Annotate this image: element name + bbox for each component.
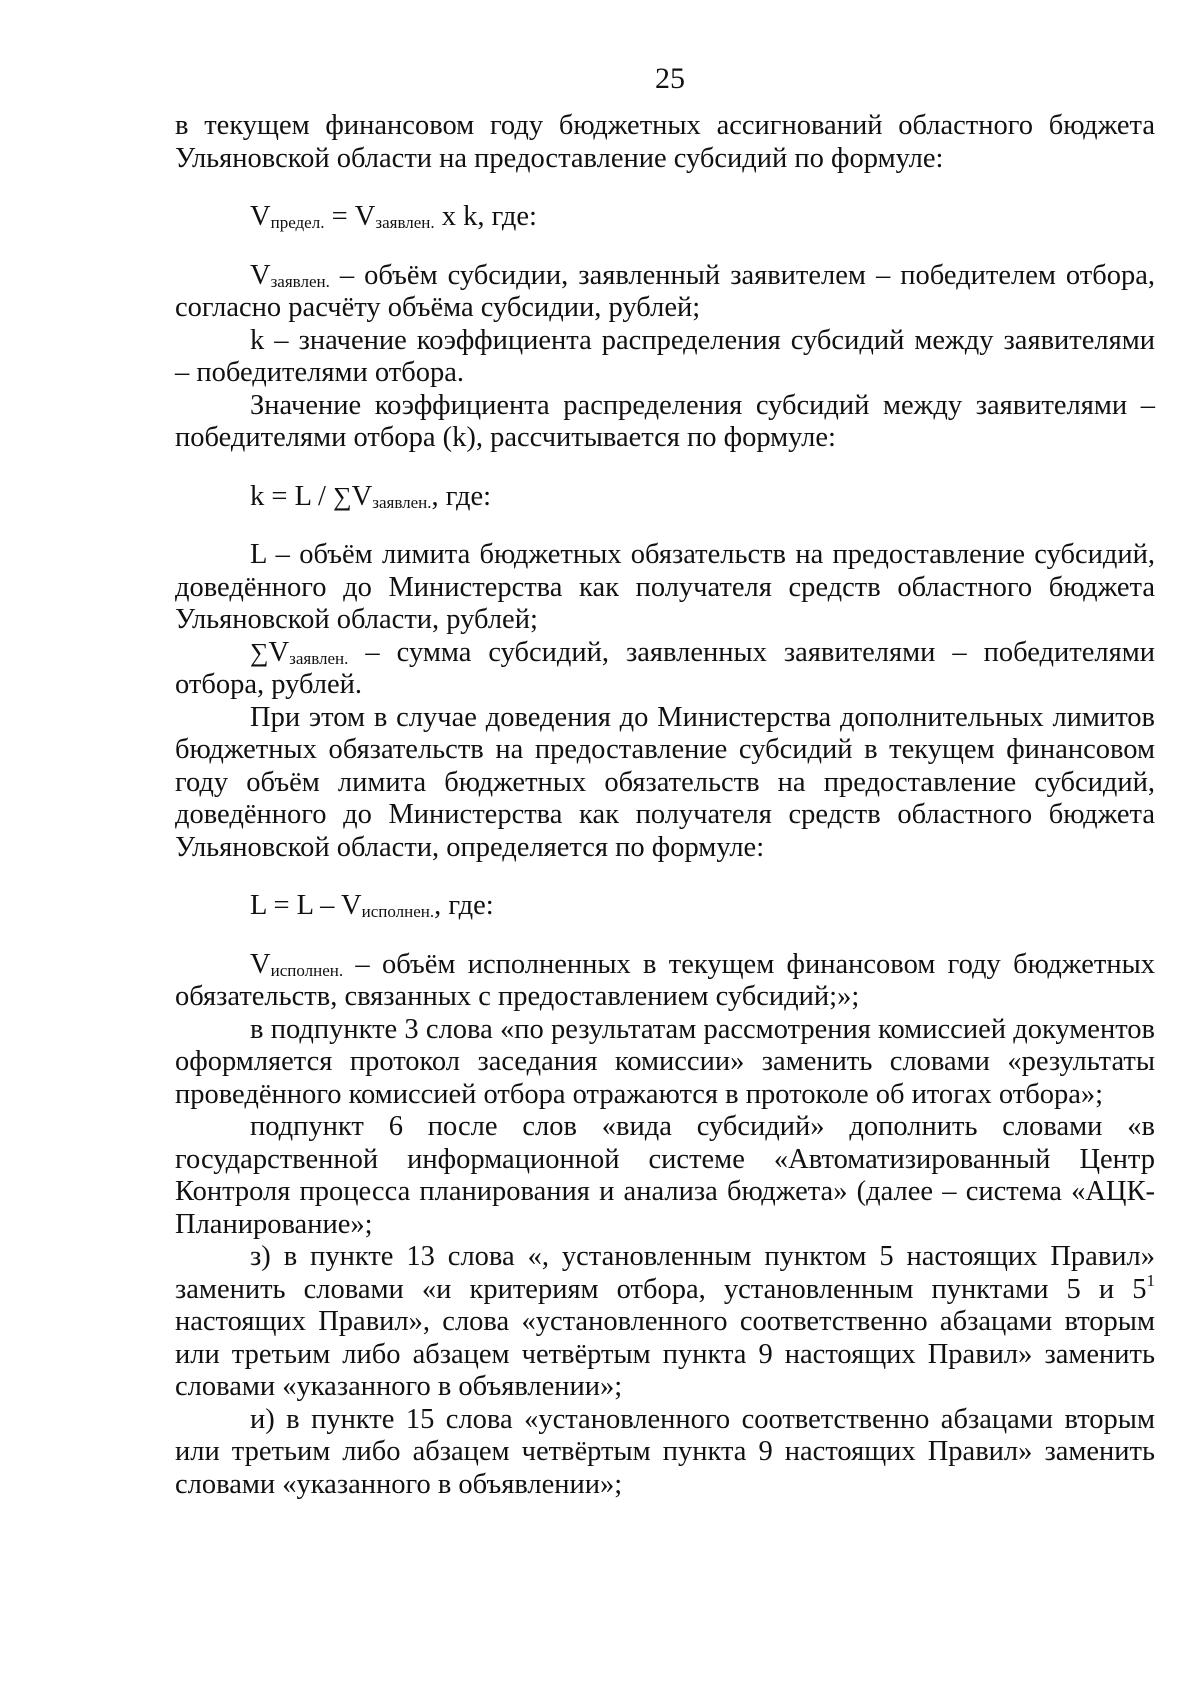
paragraph-point-15: и) в пункте 15 слова «установленного соответственно абзацами вторым или третьим либо абзацем четвёртым пункта 9 настоящих Правил» заменить словами «указанного в объявлении»; [175, 1403, 1155, 1500]
paragraph-intro: в текущем финансовом году бюджетных ассигнований областного бюджета Ульяновской области на предоставление субсидий по формуле: [175, 110, 1155, 174]
page-number: 25 [655, 62, 685, 95]
paragraph-subpoint-3: в подпункте 3 слова «по результатам рассмотрения комиссией документов оформляется протокол заседания комиссии» заменить словами «результаты проведённого комиссией отбора отражаются в протоколе об итогах отбора»; [175, 1013, 1155, 1110]
definition-sum-v: $\sum V_{заявлен.}$ – сумма субсидий, заявленных заявителями – победителями отбора, рублей. [175, 636, 1155, 700]
definition-v-declared: $V_{заявлен.}$ – объём субсидии, заявленный заявителем – победителем отбора, согласно расчёту объёма субсидии, рублей; [175, 259, 1155, 323]
formula-v-limit: $V_{предел.} = V_{заявлен.}$ x k, где: [250, 201, 537, 232]
formula-l: $L = L - V_{исполнен.}$, где: [250, 890, 494, 921]
paragraph-additional-limits: При этом в случае доведения до Министерства дополнительных лимитов бюджетных обязательств на предоставление субсидий в текущем финансовом году объём лимита бюджетных обязательств на предоставление субсидий, доведённого до Министерства как получателя средств областного бюджета Ульяновской области, определяется по формуле: [175, 701, 1155, 863]
paragraph-k-formula-intro: Значение коэффициента распределения субсидий между заявителями – победителями отбора (k), рассчитывается по формуле: [175, 389, 1155, 453]
definition-l: L – объём лимита бюджетных обязательств на предоставление субсидий, доведённого до Министерства как получателя средств областного бюджета Ульяновской области, рублей; [175, 539, 1155, 635]
paragraph-subpoint-6: подпункт 6 после слов «вида субсидий» дополнить словами «в государственной информационной системе «Автоматизированный Центр Контроля процесса планирования и анализа бюджета» (далее – система «АЦК-Планирование»; [175, 1111, 1155, 1240]
formula-k: $k = L / \sum V_{заявлен.}$, где: [250, 480, 492, 512]
definition-k: k – значение коэффициента распределения субсидий между заявителями – победителями отбора. [175, 324, 1155, 388]
definition-v-executed: $V_{исполнен.}$ – объём исполненных в текущем финансовом году бюджетных обязательств, связанных с предоставлением субсидий;»; [175, 948, 1155, 1012]
paragraph-point-13: з) в пункте 13 слова «, установленным пунктом 5 настоящих Правил» заменить словами «и критериям отбора, установленным пунктами 5 и $5^1$ настоящих Правил», слова «установленного соответственно абзацами вторым или третьим либо абзацем четвёртым пункта 9 настоящих Правил» заменить словами «указанного в объявлении»; [175, 1241, 1155, 1402]
document-body [175, 110, 1155, 1501]
